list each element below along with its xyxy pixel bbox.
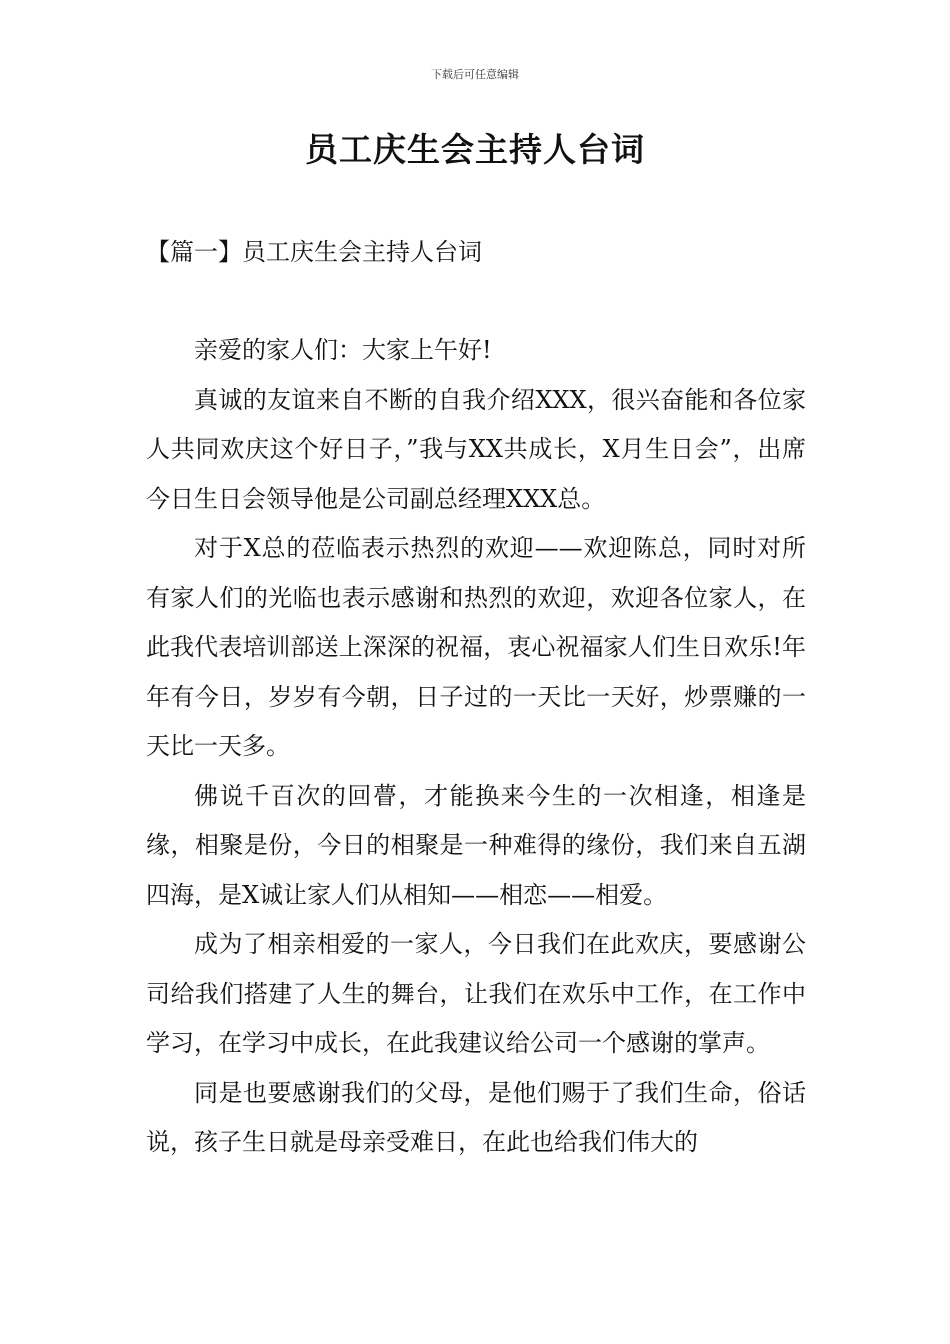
paragraph-thanks-parents: 同是也要感谢我们的父母，是他们赐于了我们生命，俗话说，孩子生日就是母亲受难日，在此也给我们伟大的	[146, 1078, 806, 1156]
paragraph-greeting: 亲爱的家人们：大家上午好!	[194, 336, 492, 364]
document-title: 员工庆生会主持人台词	[305, 130, 645, 169]
paragraph-thanks-company: 成为了相亲相爱的一家人，今日我们在此欢庆，要感谢公司给我们搭建了人生的舞台，让我们在欢乐中工作，在工作中学习，在学习中成长，在此我建议给公司一个感谢的掌声。	[146, 930, 806, 1057]
paragraph-introduction: 真诚的友谊来自不断的自我介绍XXX，很兴奋能和各位家人共同欢庆这个好日子，”我与XX共成长，X月生日会”，出席今日生日会领导他是公司副总经理XXX总。	[146, 385, 806, 513]
section-heading: 【篇一】员工庆生会主持人台词	[146, 238, 482, 266]
paragraph-welcome: 对于X总的莅临表示热烈的欢迎——欢迎陈总，同时对所有家人们的光临也表示感谢和热烈的欢迎，欢迎各位家人，在此我代表培训部送上深深的祝福，衷心祝福家人们生日欢乐!年年有今日，岁岁有今朝，日子过的一天比一天好，炒票赚的一天比一天多。	[146, 534, 806, 760]
paragraph-fate: 佛说千百次的回瞢，才能换来今生的一次相逢，相逢是缘，相聚是份，今日的相聚是一种难得的缘份，我们来自五湖四海，是X诚让家人们从相知——相恋——相爱。	[146, 781, 806, 909]
document-body	[146, 326, 806, 1168]
header-note: 下载后可任意编辑	[431, 68, 519, 81]
